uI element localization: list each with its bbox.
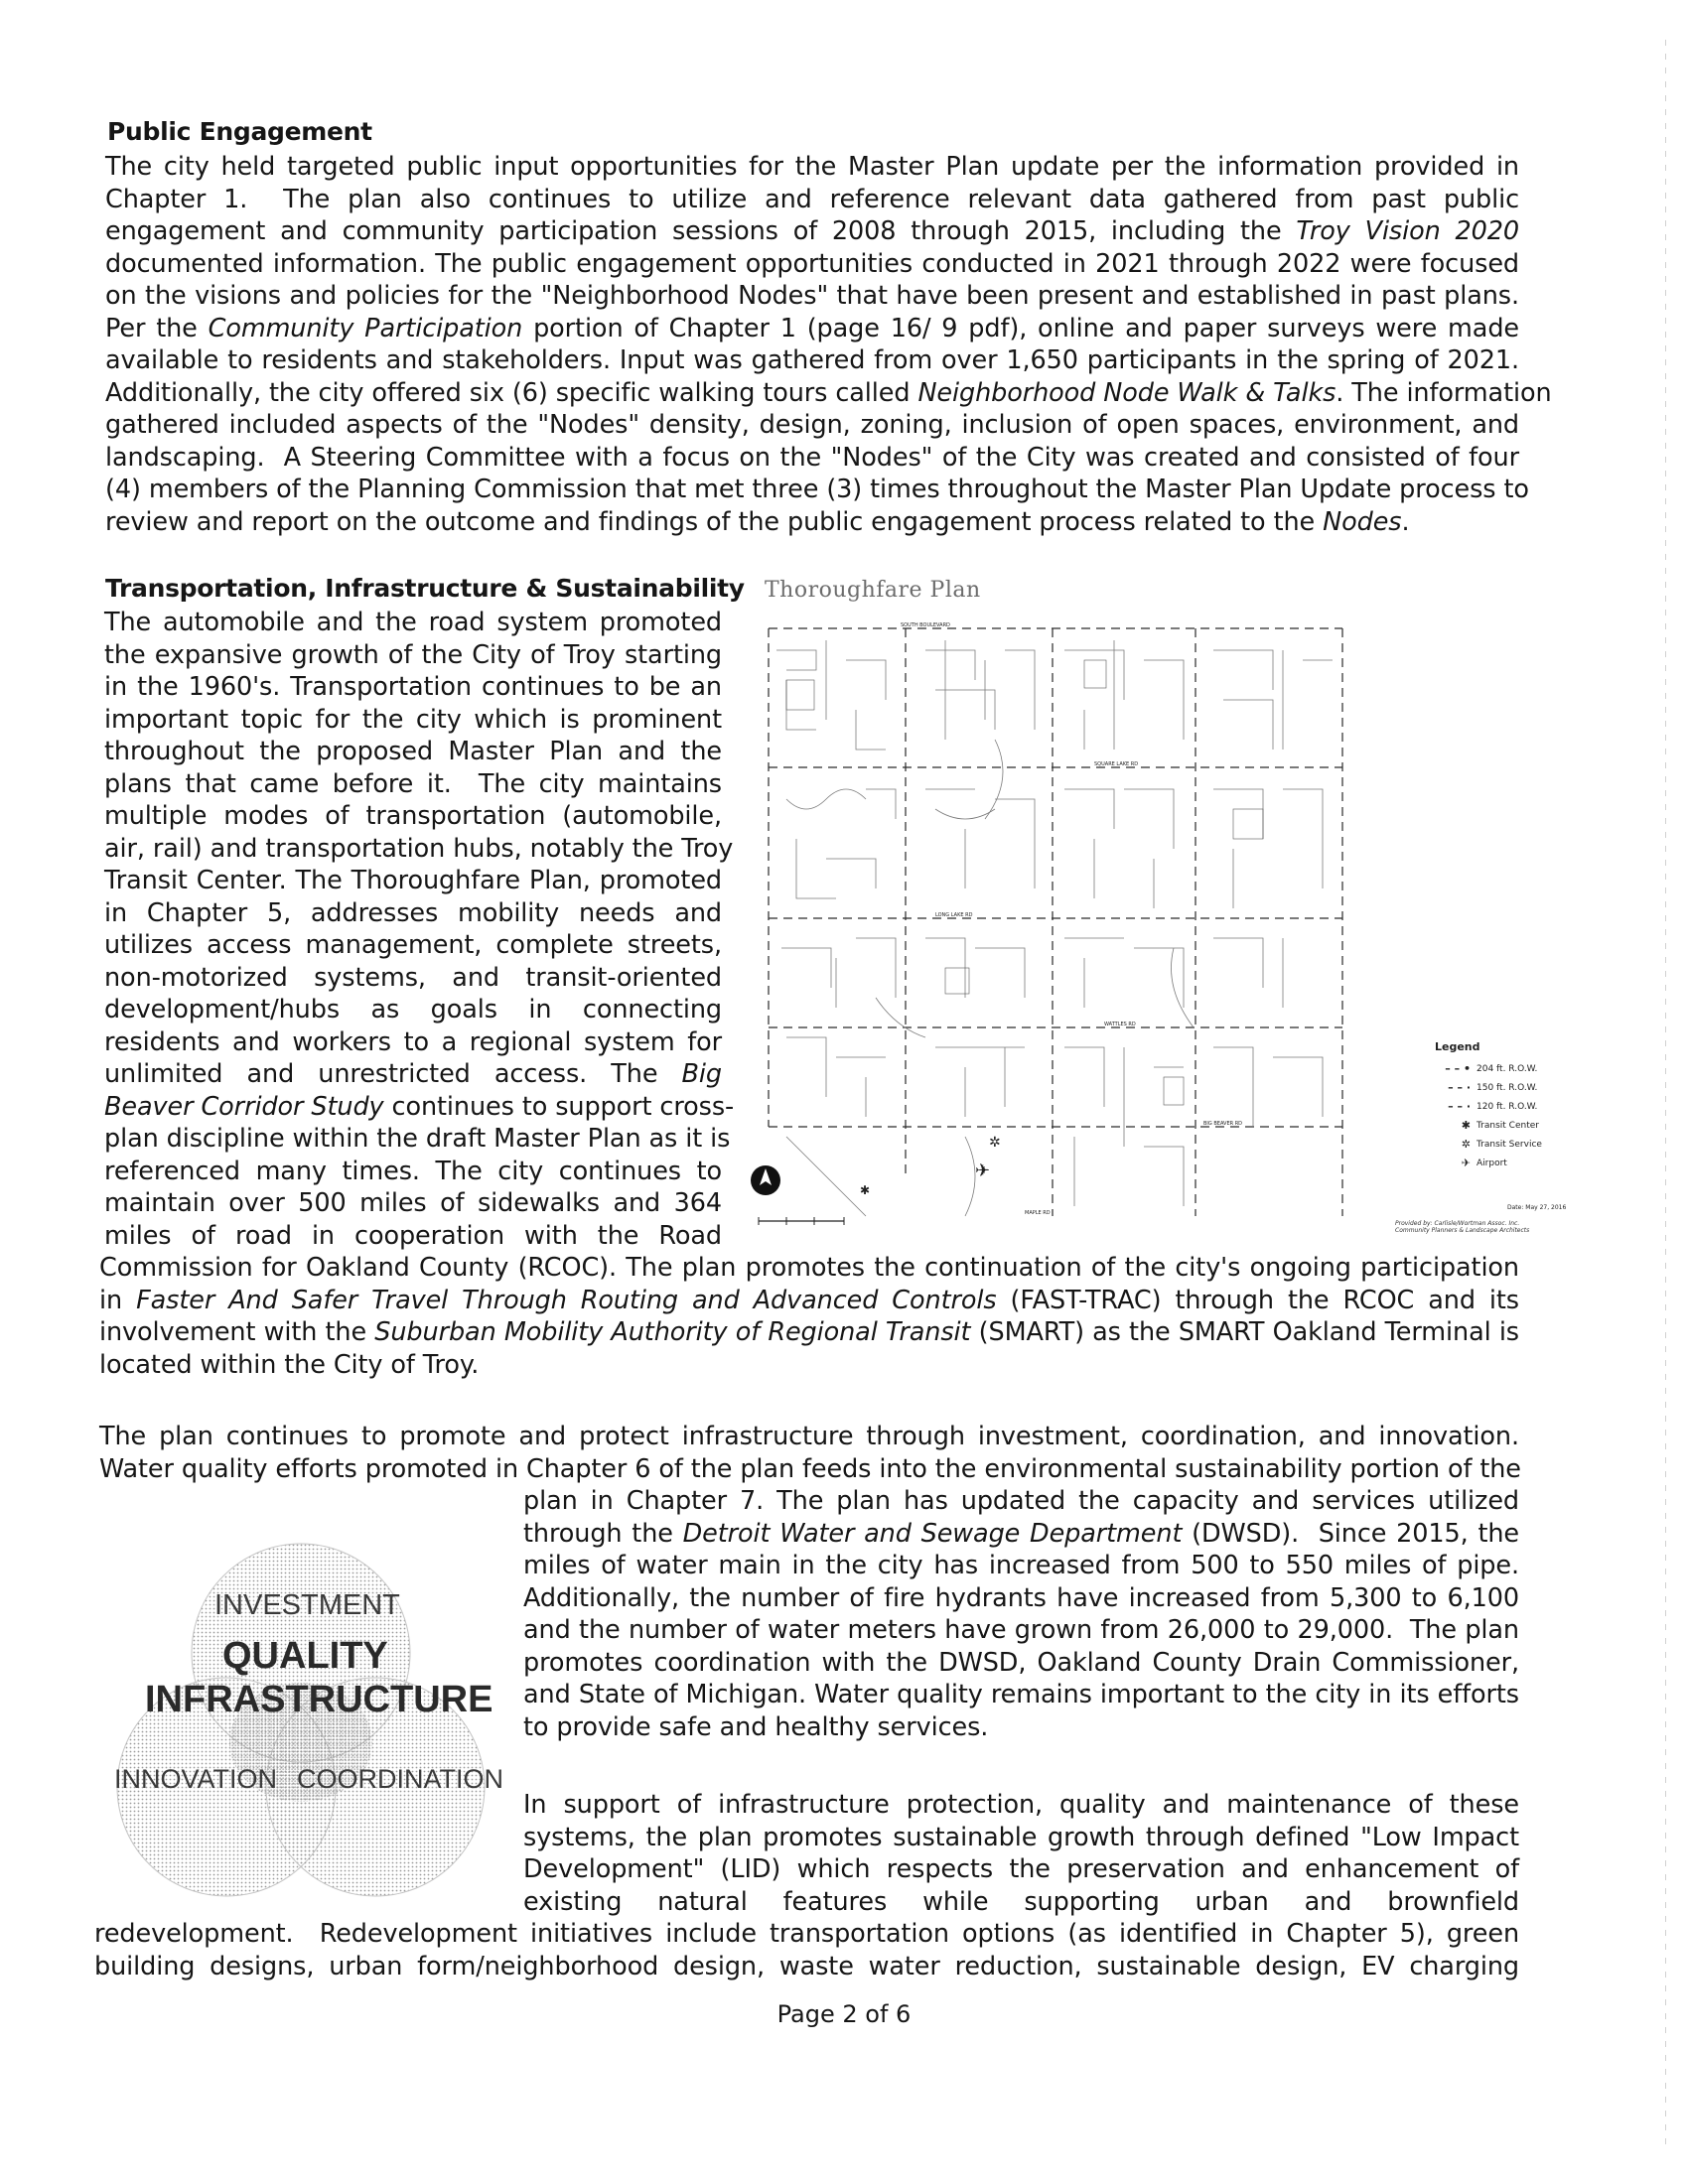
map-credit: Provided by: Carlisle/Wortman Assoc. Inc. Community Planners & Landscape Architects — [1395, 1220, 1530, 1234]
text-segment: portion of Chapter 1 (page 16/ 9 pdf), online and paper surveys were made — [522, 313, 1519, 343]
text-line — [523, 1485, 1519, 1518]
text-segment: miles of road in cooperation with the Road — [104, 1220, 722, 1251]
text-line — [105, 313, 1519, 345]
text-segment: utilizes access management, complete streets, — [104, 930, 722, 960]
text-line — [104, 962, 722, 995]
text-segment: miles of water main in the city has increased from 500 to 550 miles of pipe. — [523, 1551, 1519, 1580]
italic-text: Community Participation — [208, 313, 523, 343]
north-arrow-icon — [749, 1163, 782, 1197]
text-line — [104, 768, 722, 801]
text-line — [523, 1518, 1519, 1551]
legend-item: ✱ Transit Center — [1461, 1119, 1539, 1132]
text-line — [105, 184, 1519, 216]
italic-text: Nodes — [1323, 506, 1402, 537]
text-line — [105, 344, 1519, 377]
text-line — [105, 506, 1519, 539]
transit-center-icon: ✱ — [860, 1183, 871, 1197]
text-line — [104, 1091, 735, 1124]
text-segment: . The information — [1336, 377, 1552, 408]
text-line — [523, 1679, 1519, 1711]
venn-label-investment: INVESTMENT — [214, 1589, 400, 1621]
text-line — [105, 248, 1519, 281]
text-segment: In support of infrastructure protection, quality and maintenance of these — [523, 1790, 1519, 1820]
text-line — [104, 994, 722, 1026]
text-line — [99, 1453, 1519, 1486]
italic-text: Neighborhood Node Walk & Talks — [917, 377, 1336, 408]
text-segment: Development" (LID) which respects the preservation and enhancement of — [523, 1854, 1519, 1884]
text-line — [523, 1822, 1519, 1854]
italic-text: Big — [681, 1059, 722, 1089]
text-segment: . — [1401, 506, 1410, 537]
text-segment: existing natural features while supporting urban and brownfield — [523, 1886, 1519, 1917]
infrastructure-paragraph-full — [99, 1421, 1519, 1485]
text-segment: Per the — [105, 313, 209, 343]
text-line — [523, 1789, 1519, 1822]
text-segment: documented information. The public engagement opportunities conducted in 2021 through 2022 were focused — [105, 248, 1519, 279]
italic-text: Detroit Water and Sewage Department — [682, 1518, 1183, 1549]
transportation-paragraph-full — [99, 1252, 1519, 1381]
text-line — [105, 442, 1519, 475]
text-segment: involvement with the — [99, 1317, 375, 1347]
text-segment: available to residents and stakeholders. Input was gathered from over 1,650 participants in the spring of 2021. — [105, 345, 1519, 375]
text-segment: residents and workers to a regional system for — [104, 1026, 722, 1057]
text-segment: (SMART) as the SMART Oakland Terminal is — [970, 1317, 1519, 1347]
text-segment: continues to support cross- — [383, 1091, 735, 1122]
text-line — [105, 377, 1552, 410]
venn-label-infrastructure: INFRASTRUCTURE — [145, 1679, 493, 1720]
text-segment: gathered included aspects of the "Nodes" density, design, zoning, inclusion of open spaces, environment, and — [105, 410, 1519, 440]
map-legend — [1435, 1040, 1559, 1172]
quality-infrastructure-venn-diagram — [97, 1524, 504, 1931]
lid-paragraph-right — [523, 1789, 1519, 1918]
text-line — [104, 639, 722, 672]
text-line — [523, 1886, 1519, 1919]
text-line — [99, 1349, 1519, 1382]
text-segment: (FAST-TRAC) through the RCOC and its — [996, 1285, 1519, 1315]
italic-text: Troy Vision 2020 — [1296, 216, 1519, 246]
text-segment: engagement and community participation sessions of 2008 through 2015, including the — [105, 216, 1297, 246]
road-label-long-lake: LONG LAKE RD — [935, 912, 973, 918]
text-line — [94, 1951, 1519, 1983]
text-segment: Additionally, the number of fire hydrants have increased from 5,300 to 6,100 — [523, 1582, 1519, 1613]
text-line — [104, 1123, 731, 1156]
text-segment: multiple modes of transportation (automobile, — [104, 801, 722, 831]
text-segment: landscaping. A Steering Committee with a focus on the "Nodes" of the City was created and consisted of four — [105, 442, 1519, 473]
text-segment: Additionally, the city offered six (6) specific walking tours called — [105, 377, 918, 408]
venn-label-coordination: COORDINATION — [297, 1764, 503, 1794]
text-segment: plans that came before it. The city maintains — [104, 768, 722, 799]
text-segment: throughout the proposed Master Plan and the — [104, 737, 722, 766]
text-line — [104, 1058, 722, 1091]
legend-item: – – · 120 ft. R.O.W. — [1448, 1100, 1538, 1113]
text-line — [523, 1550, 1519, 1582]
text-segment: referenced many times. The city continues to — [104, 1156, 722, 1186]
text-line — [105, 409, 1519, 442]
text-segment: Water quality efforts promoted in Chapter 6 of the plan feeds into the environmental sustainability portion of the — [99, 1453, 1521, 1484]
text-line — [104, 865, 722, 897]
text-segment: in Chapter 5, addresses mobility needs and — [104, 897, 722, 928]
text-segment: in the 1960's. Transportation continues to be an — [104, 672, 722, 702]
text-line — [104, 671, 722, 704]
thoroughfare-map — [767, 620, 1364, 1231]
text-line — [99, 1285, 1519, 1317]
text-segment: important topic for the city which is prominent — [104, 704, 722, 735]
text-line — [99, 1421, 1519, 1453]
road-label-wattles: WATTLES RD — [1104, 1022, 1136, 1027]
venn-label-quality: QUALITY — [222, 1635, 388, 1677]
legend-item: – – · 150 ft. R.O.W. — [1448, 1081, 1538, 1094]
text-segment: Chapter 1. The plan also continues to utilize and reference relevant data gathered from past public — [105, 184, 1519, 214]
text-line — [523, 1614, 1519, 1647]
page-number: Page 2 of 6 — [776, 2000, 912, 2028]
text-segment: located within the City of Troy. — [99, 1349, 480, 1380]
text-segment: and the number of water meters have grown from 26,000 to 29,000. The plan — [523, 1615, 1519, 1645]
text-line — [105, 215, 1519, 248]
text-segment: the expansive growth of the City of Troy starting — [104, 639, 722, 670]
text-segment: development/hubs as goals in connecting — [104, 995, 722, 1024]
text-line — [104, 800, 722, 833]
text-segment: The plan continues to promote and protect infrastructure through investment, coordination, and innovation. — [99, 1422, 1519, 1451]
legend-item: – – • 204 ft. R.O.W. — [1445, 1062, 1538, 1075]
text-line — [104, 929, 722, 962]
text-line — [523, 1853, 1519, 1886]
venn-circles — [97, 1524, 504, 1931]
text-segment: non-motorized systems, and transit-oriented — [104, 962, 722, 993]
text-segment: on the visions and policies for the "Neighborhood Nodes" that have been present and established in past plans. — [105, 281, 1519, 311]
road-label-maple: MAPLE RD — [1025, 1210, 1051, 1216]
text-segment: air, rail) and transportation hubs, notably the Troy — [104, 833, 734, 864]
text-segment: (4) members of the Planning Commission that met three (3) times throughout the Master Plan Update process to — [105, 475, 1529, 504]
text-segment: The automobile and the road system promoted — [104, 608, 722, 637]
italic-text: Faster And Safer Travel Through Routing and Advanced Controls — [136, 1285, 997, 1315]
text-segment: maintain over 500 miles of sidewalks and 364 — [104, 1188, 722, 1218]
text-line — [523, 1582, 1519, 1615]
text-segment: through the — [523, 1518, 683, 1549]
text-line — [104, 897, 722, 930]
road-label-big-beaver: BIG BEAVER RD — [1203, 1121, 1243, 1127]
text-line — [104, 607, 722, 639]
map-date: Date: May 27, 2016 — [1507, 1204, 1567, 1211]
text-line — [523, 1711, 1519, 1744]
text-segment: review and report on the outcome and findings of the public engagement process related to the — [105, 506, 1324, 537]
text-segment: plan discipline within the draft Master Plan as it is — [104, 1124, 731, 1154]
text-line — [104, 1220, 722, 1253]
text-segment: promotes coordination with the DWSD, Oakland County Drain Commissioner, — [523, 1647, 1519, 1678]
scale-bar-icon — [757, 1213, 846, 1239]
text-line — [105, 151, 1519, 184]
text-line — [104, 1026, 722, 1059]
public-engagement-paragraph — [105, 151, 1552, 538]
airport-icon: ✈ — [975, 1160, 991, 1181]
legend-item: ✲ Transit Service — [1461, 1138, 1542, 1151]
scan-edge-artifact — [1665, 40, 1666, 2144]
transportation-paragraph-narrow — [104, 607, 735, 1252]
text-segment: and State of Michigan. Water quality remains important to the city in its efforts — [523, 1680, 1519, 1709]
text-segment: plan in Chapter 7. The plan has updated the capacity and services utilized — [523, 1486, 1519, 1516]
road-label-south-boulevard: SOUTH BOULEVARD — [901, 622, 950, 628]
text-segment: systems, the plan promotes sustainable growth through defined "Low Impact — [523, 1822, 1519, 1852]
text-segment: (DWSD). Since 2015, the — [1182, 1518, 1519, 1549]
text-segment: unlimited and unrestricted access. The — [104, 1059, 682, 1089]
italic-text: Beaver Corridor Study — [104, 1091, 384, 1122]
text-segment: building designs, urban form/neighborhood design, waste water reduction, sustainable design, EV charging — [94, 1951, 1519, 1981]
road-label-square-lake: SQUARE LAKE RD — [1094, 761, 1139, 767]
text-line — [99, 1252, 1519, 1285]
infrastructure-paragraph-right — [523, 1485, 1519, 1743]
transit-service-icon: ✲ — [989, 1135, 1001, 1151]
text-line — [104, 1187, 722, 1220]
text-segment: redevelopment. Redevelopment initiatives include transportation options (as identified in Chapter 5), green — [94, 1919, 1519, 1949]
public-engagement-heading: Public Engagement — [107, 117, 372, 146]
text-line — [99, 1316, 1519, 1349]
text-line — [105, 280, 1519, 313]
transportation-heading: Transportation, Infrastructure & Sustainability — [105, 574, 745, 603]
map-title: Thoroughfare Plan — [765, 578, 981, 603]
text-segment: in — [99, 1285, 137, 1315]
legend-title: Legend — [1435, 1040, 1480, 1053]
text-line — [104, 736, 722, 768]
text-segment: Transit Center. The Thoroughfare Plan, promoted — [104, 866, 722, 895]
text-line — [104, 1156, 722, 1188]
text-segment: to provide safe and healthy services. — [523, 1711, 989, 1742]
text-line — [104, 833, 734, 866]
legend-item: ✈ Airport — [1461, 1157, 1507, 1169]
text-segment: Commission for Oakland County (RCOC). The plan promotes the continuation of the city's ongoing participation — [99, 1253, 1519, 1283]
text-line — [523, 1647, 1519, 1680]
text-line — [105, 474, 1529, 506]
text-segment: The city held targeted public input opportunities for the Master Plan update per the information provided in — [105, 152, 1519, 182]
text-line — [104, 704, 722, 737]
italic-text: Suburban Mobility Authority of Regional Transit — [374, 1317, 971, 1347]
venn-label-innovation: INNOVATION — [114, 1764, 278, 1794]
